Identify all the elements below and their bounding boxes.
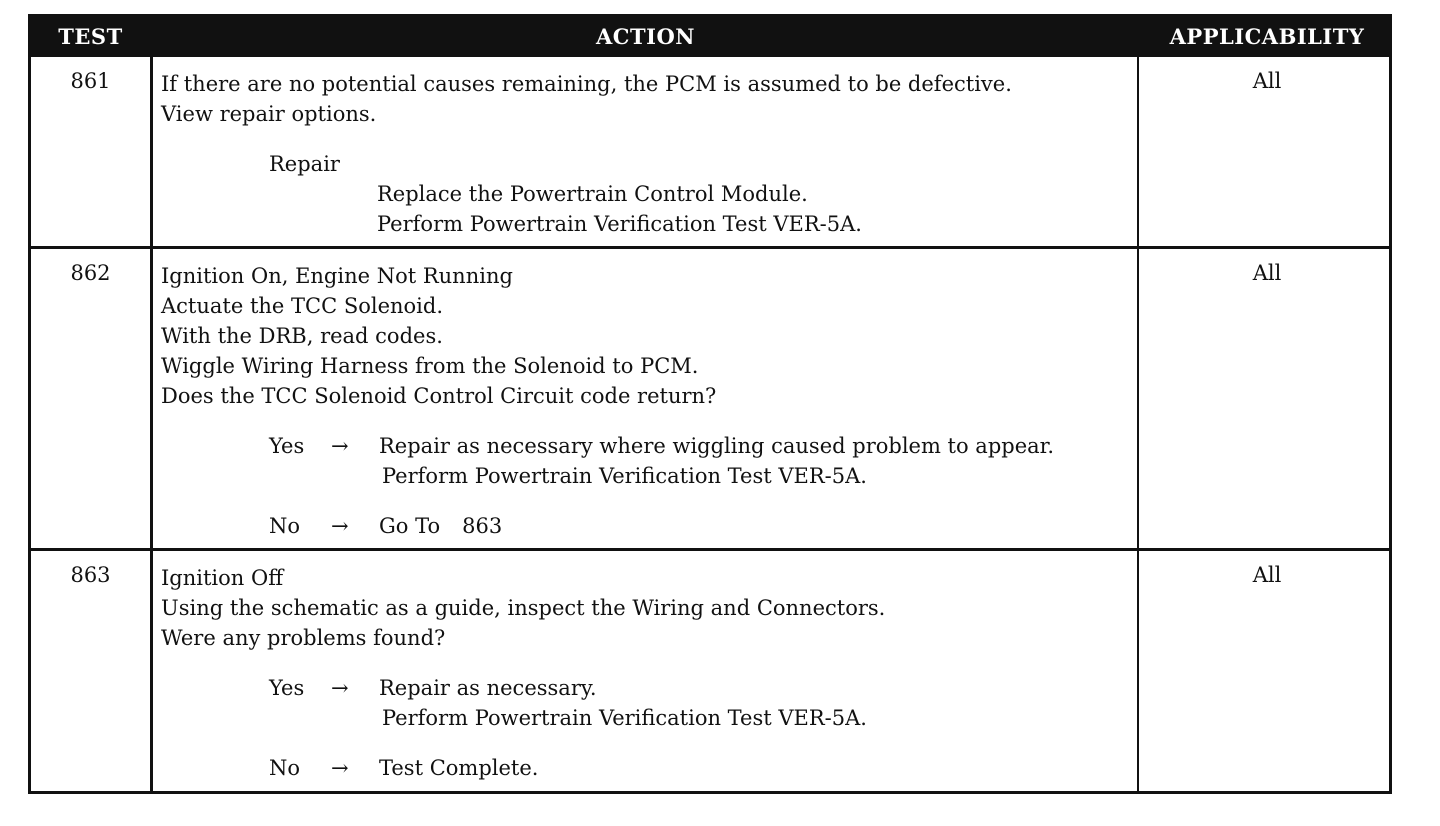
repair-label: Repair <box>269 152 340 176</box>
arrow-icon: → <box>331 676 349 700</box>
action-line: Actuate the TCC Solenoid. <box>161 294 444 318</box>
action-line: Does the TCC Solenoid Control Circuit code return? <box>161 384 717 408</box>
header-applicability: APPLICABILITY <box>1169 24 1365 49</box>
arrow-icon: → <box>331 434 349 458</box>
table-row <box>31 249 1389 549</box>
table-header <box>31 17 1389 57</box>
no-choice <box>161 511 1137 541</box>
yes-choice <box>161 431 1137 461</box>
action-cell <box>150 551 1139 791</box>
action-line: Were any problems found? <box>161 626 446 650</box>
test-number: 861 <box>70 69 111 93</box>
action-line: Using the schematic as a guide, inspect the Wiring and Connectors. <box>161 596 886 620</box>
table-row <box>31 57 1389 249</box>
applicability-value: All <box>1252 261 1282 285</box>
action-cell <box>150 57 1139 249</box>
yes-text: Repair as necessary where wiggling caused problem to appear. <box>379 434 1055 458</box>
applicability-value: All <box>1252 69 1282 93</box>
diagnostic-test-table <box>28 14 1392 794</box>
table-row <box>31 551 1389 791</box>
no-label: No <box>269 514 301 538</box>
no-text: Go To <box>379 514 441 538</box>
no-text: Test Complete. <box>379 756 539 780</box>
repair-line: Perform Powertrain Verification Test VER-5A. <box>377 212 862 236</box>
no-choice <box>161 753 1137 783</box>
test-number: 862 <box>70 261 111 285</box>
yes-text: Repair as necessary. <box>379 676 597 700</box>
action-line: Ignition Off <box>161 566 284 590</box>
yes-text: Perform Powertrain Verification Test VER-5A. <box>382 706 867 730</box>
action-line: Wiggle Wiring Harness from the Solenoid to PCM. <box>161 354 699 378</box>
test-number: 863 <box>70 563 111 587</box>
arrow-icon: → <box>331 514 349 538</box>
header-action: ACTION <box>596 24 695 49</box>
action-line: If there are no potential causes remaining, the PCM is assumed to be defective. <box>161 72 1012 96</box>
no-label: No <box>269 756 301 780</box>
action-line: View repair options. <box>161 102 377 126</box>
header-test: TEST <box>58 24 123 49</box>
action-line: Ignition On, Engine Not Running <box>161 264 513 288</box>
arrow-icon: → <box>331 756 349 780</box>
yes-text: Perform Powertrain Verification Test VER-5A. <box>382 464 867 488</box>
goto-test-link[interactable]: 863 <box>462 514 503 538</box>
action-cell <box>150 249 1139 549</box>
applicability-value: All <box>1252 563 1282 587</box>
yes-choice <box>161 673 1137 703</box>
action-line: With the DRB, read codes. <box>161 324 443 348</box>
yes-label: Yes <box>269 434 305 458</box>
repair-line: Replace the Powertrain Control Module. <box>377 182 808 206</box>
yes-label: Yes <box>269 676 305 700</box>
